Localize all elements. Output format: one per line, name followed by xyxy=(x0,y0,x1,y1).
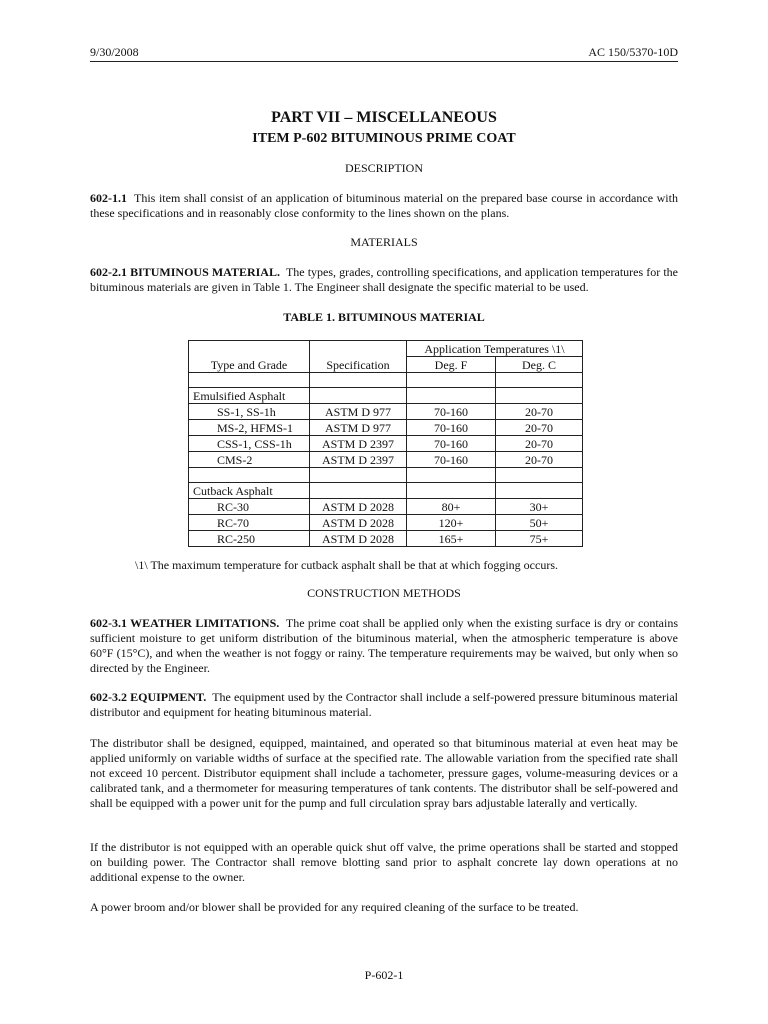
bituminous-material-table xyxy=(188,340,583,547)
cell-deg-c: 20-70 xyxy=(496,420,583,436)
table-row xyxy=(189,373,583,388)
cell-spec: ASTM D 2028 xyxy=(310,531,407,547)
cell-spec: ASTM D 2397 xyxy=(310,452,407,468)
paragraph-text: The types, grades, controlling specifications, and application temperatures for the bituminous materials are given in Table 1. The Engineer shall designate the specific material to be used. xyxy=(90,265,678,294)
section-heading-description: DESCRIPTION xyxy=(344,161,423,175)
paragraph-number: 602-1.1 xyxy=(90,191,127,205)
paragraph-602-3-1 xyxy=(90,616,678,676)
paragraph-number: 602-3.2 EQUIPMENT. xyxy=(90,690,207,704)
cell-deg-c: 20-70 xyxy=(496,436,583,452)
header-application-temperatures: Application Temperatures \1\ xyxy=(407,341,583,357)
header-type-grade: Type and Grade xyxy=(189,357,310,373)
page-title: PART VII – MISCELLANEOUS xyxy=(271,109,497,126)
header-deg-c: Deg. C xyxy=(496,357,583,373)
cell-deg-c: 20-70 xyxy=(496,452,583,468)
header-doc-id: AC 150/5370-10D xyxy=(588,45,678,59)
cell-spec: ASTM D 2397 xyxy=(310,436,407,452)
table-row xyxy=(189,420,583,436)
header-deg-f: Deg. F xyxy=(407,357,496,373)
cell-spec: ASTM D 2028 xyxy=(310,499,407,515)
cell-deg-f: 70-160 xyxy=(407,452,496,468)
header-specification: Specification xyxy=(310,357,407,373)
cell-spec: ASTM D 2028 xyxy=(310,515,407,531)
table-row xyxy=(189,468,583,483)
cell-deg-c: 30+ xyxy=(496,499,583,515)
cell-grade: RC-30 xyxy=(189,499,310,515)
table-group-row xyxy=(189,483,583,499)
table-header-row xyxy=(189,357,583,373)
section-heading-construction: CONSTRUCTION METHODS xyxy=(307,586,461,600)
table-title: TABLE 1. BITUMINOUS MATERIAL xyxy=(283,310,485,324)
table-row xyxy=(189,531,583,547)
cell-deg-c: 50+ xyxy=(496,515,583,531)
header-date: 9/30/2008 xyxy=(90,45,139,59)
cell-deg-c: 75+ xyxy=(496,531,583,547)
group-label: Emulsified Asphalt xyxy=(189,388,310,404)
table-group-row xyxy=(189,388,583,404)
cell-grade: MS-2, HFMS-1 xyxy=(189,420,310,436)
table-row xyxy=(189,515,583,531)
table-row xyxy=(189,436,583,452)
section-heading-materials: MATERIALS xyxy=(350,235,418,249)
cell-deg-f: 70-160 xyxy=(407,420,496,436)
item-subtitle: ITEM P-602 BITUMINOUS PRIME COAT xyxy=(252,131,516,146)
group-label: Cutback Asphalt xyxy=(189,483,310,499)
paragraph-number: 602-3.1 WEATHER LIMITATIONS. xyxy=(90,616,280,630)
cell-grade: RC-70 xyxy=(189,515,310,531)
paragraph-distributor: The distributor shall be designed, equipped, maintained, and operated so that bituminous material at even heat may be applied uniformly on variable widths of surface at the specified rate. The allowable variation from the specified rate shall not exceed 10 percent. Distributor equipment shall include a tachometer, pressure gages, volume-measuring devices or a calibrated tank, and a thermometer for measuring temperatures of tank contents. The distributor shall be self-powered and shall be equipped with a power unit for the pump and full circulation spray bars adjustable laterally and vertically. xyxy=(90,736,678,810)
paragraph-power-broom: A power broom and/or blower shall be provided for any required cleaning of the surface to be treated. xyxy=(90,900,579,914)
paragraph-602-1-1 xyxy=(90,191,678,221)
table-footnote: \1\ The maximum temperature for cutback asphalt shall be that at which fogging occurs. xyxy=(135,558,558,572)
cell-grade: SS-1, SS-1h xyxy=(189,404,310,420)
header-rule xyxy=(90,61,678,62)
paragraph-text: This item shall consist of an application of bituminous material on the prepared base course in accordance with these specifications and in reasonably close conformity to the lines shown on the plans. xyxy=(90,191,678,220)
cell-deg-f: 70-160 xyxy=(407,404,496,420)
cell-deg-f: 80+ xyxy=(407,499,496,515)
paragraph-text: The equipment used by the Contractor shall include a self-powered pressure bituminous material distributor and equipment for heating bituminous material. xyxy=(90,690,679,719)
paragraph-number: 602-2.1 BITUMINOUS MATERIAL. xyxy=(90,265,280,279)
page-number: P-602-1 xyxy=(364,968,404,982)
table-row xyxy=(189,452,583,468)
paragraph-shutoff-valve: If the distributor is not equipped with an operable quick shut off valve, the prime operations shall be started and stopped on building power. The Contractor shall remove blotting sand prior to asphalt concrete lay down operations at no additional expense to the owner. xyxy=(90,840,678,884)
cell-deg-f: 70-160 xyxy=(407,436,496,452)
cell-deg-c: 20-70 xyxy=(496,404,583,420)
paragraph-text: The prime coat shall be applied only when the existing surface is dry or contains sufficient moisture to get uniform distribution of the bituminous material, when the atmospheric temperature is above 60°F (15°C), and when the weather is not foggy or rainy. The temperature requirements may be waived, but only when so directed by the Engineer. xyxy=(90,616,678,675)
cell-grade: CMS-2 xyxy=(189,452,310,468)
paragraph-602-3-2 xyxy=(90,690,678,720)
cell-deg-f: 165+ xyxy=(407,531,496,547)
table-row xyxy=(189,404,583,420)
cell-deg-f: 120+ xyxy=(407,515,496,531)
cell-spec: ASTM D 977 xyxy=(310,404,407,420)
table-row xyxy=(189,499,583,515)
cell-grade: CSS-1, CSS-1h xyxy=(189,436,310,452)
cell-spec: ASTM D 977 xyxy=(310,420,407,436)
table-header-row xyxy=(189,341,583,357)
paragraph-602-2-1 xyxy=(90,265,678,295)
cell-grade: RC-250 xyxy=(189,531,310,547)
